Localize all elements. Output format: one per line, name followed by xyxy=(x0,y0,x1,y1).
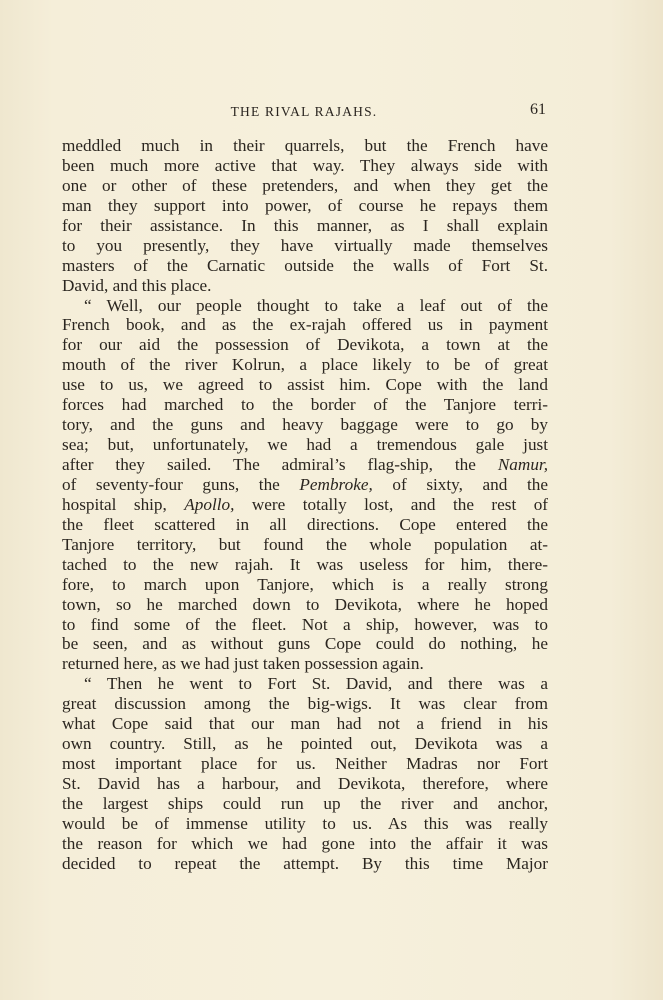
text-line: man they support into power, of course he repays them xyxy=(62,195,548,215)
running-title: THE RIVAL RAJAHS. xyxy=(230,104,378,119)
text-line: been much more active that way. They always side with xyxy=(62,155,548,175)
text-line: “ Then he went to Fort St. David, and there was a xyxy=(84,674,548,694)
page-header xyxy=(62,100,546,124)
text-line xyxy=(62,495,548,515)
text-line: town, so he marched down to Devikota, where he hoped xyxy=(62,594,548,614)
body-text xyxy=(62,136,548,874)
text-line: “ Well, our people thought to take a leaf out of the xyxy=(84,295,548,315)
text-line: St. David has a harbour, and Devikota, therefore, where xyxy=(62,774,548,793)
text-line: mouth of the river Kolrun, a place likely to be of great xyxy=(62,355,548,375)
ship-name-namur: Namur, xyxy=(497,455,548,474)
text-line: the largest ships could run up the river and anchor, xyxy=(62,793,548,813)
text-line: the reason for which we had gone into the affair it was xyxy=(62,833,548,853)
text-line: meddled much in their quarrels, but the French have xyxy=(62,136,548,155)
text-line: be seen, and as without guns Cope could do nothing, he xyxy=(62,634,548,654)
text-line: fore, to march upon Tanjore, which is a really strong xyxy=(62,574,548,594)
text-line: masters of the Carnatic outside the walls of Fort St. xyxy=(62,255,548,275)
text-line: sea; but, unfortunately, we had a tremendous gale just xyxy=(62,435,548,455)
text-line xyxy=(62,455,548,475)
text-line: what Cope said that our man had not a friend in his xyxy=(62,714,548,734)
text-line: would be of immense utility to us. As this was really xyxy=(62,813,548,833)
text-line: use to us, we agreed to assist him. Cope with the land xyxy=(62,375,548,395)
page-number: 61 xyxy=(530,101,546,118)
text-line: for their assistance. In this manner, as I shall explain xyxy=(62,215,548,235)
text-line: decided to repeat the attempt. By this time Major xyxy=(62,853,548,873)
text-line: the fleet scattered in all directions. Cope entered the xyxy=(62,514,548,534)
text-line: David, and this place. xyxy=(62,275,212,295)
text-line: own country. Still, as he pointed out, Devikota was a xyxy=(62,734,548,754)
text-line: returned here, as we had just taken possession again. xyxy=(62,654,424,674)
ship-name-pembroke: Pembroke, xyxy=(299,474,373,494)
text-line: French book, and as the ex-rajah offered us in payment xyxy=(62,315,548,335)
text-line: one or other of these pretenders, and when they get the xyxy=(62,175,548,195)
text-line: to find some of the fleet. Not a ship, however, was to xyxy=(62,614,548,634)
text-line: Tanjore territory, but found the whole population at- xyxy=(62,534,548,554)
text-line xyxy=(62,475,548,495)
text-line: great discussion among the big-wigs. It was clear from xyxy=(62,694,548,714)
ship-name-apollo: Apollo, xyxy=(184,494,235,514)
text-line: for our aid the possession of Devikota, a town at the xyxy=(62,335,548,355)
text-segment: of seventy-four guns, the xyxy=(62,474,300,494)
text-line: tory, and the guns and heavy baggage were to go by xyxy=(62,415,548,435)
text-line: to you presently, they have virtually made themselves xyxy=(62,235,548,255)
text-line: tached to the new rajah. It was useless for him, there- xyxy=(62,554,548,574)
text-line: forces had marched to the border of the Tanjore terri- xyxy=(62,395,548,415)
text-segment: of sixty, and the xyxy=(372,474,548,494)
text-segment: after they sailed. The admiral’s flag-ship, the xyxy=(62,455,498,474)
text-segment: hospital ship, xyxy=(62,494,185,514)
text-segment: were totally lost, and the rest of xyxy=(234,494,549,514)
text-line: most important place for us. Neither Madras nor Fort xyxy=(62,754,548,774)
